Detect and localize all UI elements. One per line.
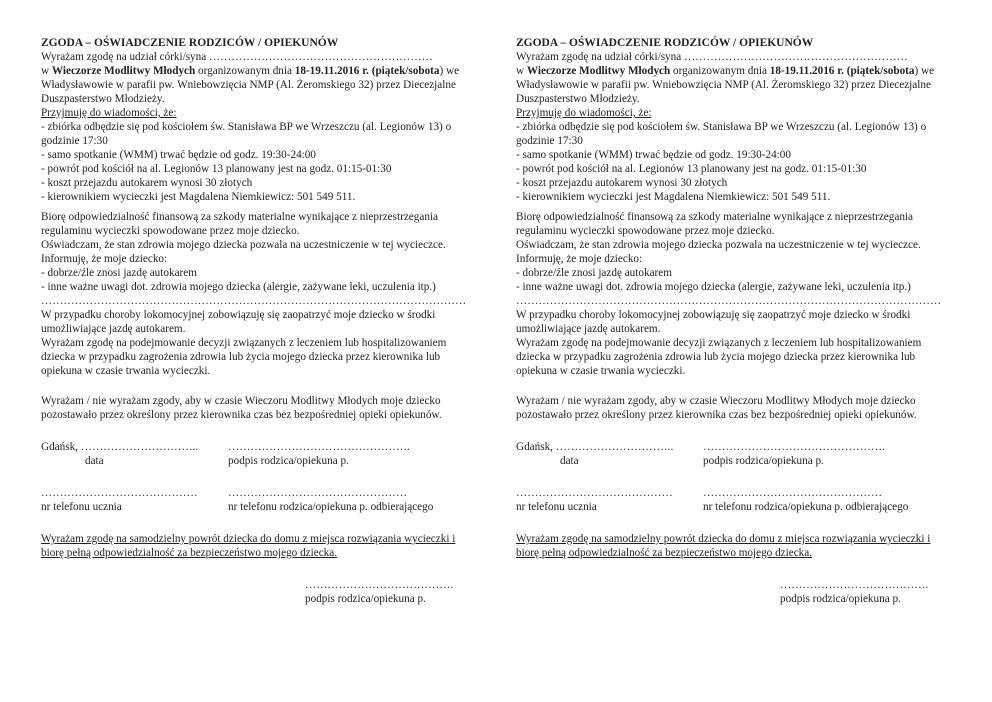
- final-signature-field[interactable]: ………………………………….: [780, 579, 929, 591]
- parent-phone-field[interactable]: …………………………………………: [703, 487, 882, 499]
- event-date: 18-19.11.2016 r. (piątek/sobota: [294, 65, 440, 77]
- final-signature-block: [780, 578, 952, 606]
- parent-phone-label: nr telefonu rodzica/opiekuna p. odbierającego: [228, 501, 434, 513]
- notice-item: - samo spotkanie (WMM) trwać będzie od godz. 19:30-24:00: [516, 149, 791, 161]
- date-field[interactable]: Gdańsk, …………………………..: [41, 441, 199, 453]
- notice-item: - kierownikiem wycieczki jest Magdalena Niemkiewicz: 501 549 511.: [41, 191, 356, 203]
- form-title: ZGODA – OŚWIADCZENIE RODZICÓW / OPIEKUNÓW: [41, 37, 339, 49]
- event-name: Wieczorze Modlitwy Młodych: [51, 65, 196, 77]
- statement-line: Wyrażam zgodę na podejmowanie decyzji związanych z leczeniem lub hospitalizowaniem dziecka w przypadku zagrożenia zdrowia lub życia mojego dziecka przez kierownika lub opiekuna w czasie trwania wycieczki.: [41, 337, 447, 377]
- final-signature-label: podpis rodzica/opiekuna p.: [305, 593, 426, 605]
- signature-row-2: [516, 486, 952, 514]
- health-notes-field[interactable]: ……………………………………………………………………………………………………: [41, 295, 467, 307]
- independent-return-consent: Wyrażam zgodę na samodzielny powrót dziecka do domu z miejsca rozwiązania wycieczki i biorę pełną odpowiedzialność za bezpieczeństwo mojego dziecka.: [516, 533, 931, 559]
- statement-line: Biorę odpowiedzialność finansową za szkody materialne wynikające z nieprzestrzegania regulaminu wycieczki spowodowane przez moje dziecko.: [516, 211, 913, 237]
- event-name: Wieczorze Modlitwy Młodych: [526, 65, 671, 77]
- statement-line: Informuję, że moje dziecko:: [41, 253, 168, 265]
- notice-item: - koszt przejazdu autokarem wynosi 30 złotych: [41, 177, 253, 189]
- parent-signature-field[interactable]: ………………………………………….: [703, 441, 885, 453]
- final-signature-label: podpis rodzica/opiekuna p.: [780, 593, 901, 605]
- parent-signature-field[interactable]: ………………………………………….: [228, 441, 410, 453]
- student-phone-label: nr telefonu ucznia: [41, 501, 122, 513]
- parent-phone-field[interactable]: …………………………………………: [228, 487, 407, 499]
- statement-line: W przypadku choroby lokomocyjnej zobowiązuję się zaopatrzyć moje dziecko w środki umożliwiające jazdę autokarem.: [516, 309, 911, 335]
- consent-line: Wyrażam zgodę na udział córki/syna …………………………………………………… w Wieczorze Modlitwy Młodych organizowanym dnia 18-19.11.2016 r. (piątek/sobota) we Władysławowie w parafii pw. Wniebowzięcia NMP (Al. Żeromskiego 32) przez Diecezjalne Duszpasterstwo Młodzieży.: [516, 51, 935, 105]
- health-notes-field[interactable]: ……………………………………………………………………………………………………: [516, 295, 942, 307]
- notice-heading: Przyjmuję do wiadomości, że:: [516, 107, 652, 119]
- notice-heading: Przyjmuję do wiadomości, że:: [41, 107, 177, 119]
- signature-row-2: [41, 486, 477, 514]
- notice-item: - powrót pod kościół na al. Legionów 13 planowany jest na godz. 01:15-01:30: [41, 163, 392, 175]
- final-signature-field[interactable]: ………………………………….: [305, 579, 454, 591]
- event-date: 18-19.11.2016 r. (piątek/sobota: [769, 65, 915, 77]
- notice-item: - zbiórka odbędzie się pod kościołem św. Stanisława BP we Wrzeszczu (al. Legionów 13) o godzinie 17:30: [41, 121, 452, 147]
- statement-line: - inne ważne uwagi dot. zdrowia mojego dziecka (alergie, zażywane leki, uczulenia itp.): [41, 281, 436, 293]
- statement-line: W przypadku choroby lokomocyjnej zobowiązuję się zaopatrzyć moje dziecko w środki umożliwiające jazdę autokarem.: [41, 309, 436, 335]
- notice-item: - zbiórka odbędzie się pod kościołem św. Stanisława BP we Wrzeszczu (al. Legionów 13) o godzinie 17:30: [516, 121, 927, 147]
- statement-line: Informuję, że moje dziecko:: [516, 253, 643, 265]
- signature-row-1: [41, 440, 477, 468]
- supervision-statement: Wyrażam / nie wyrażam zgody, aby w czasie Wieczoru Modlitwy Młodych moje dziecko pozostawało przez określony przez kierownika czas bez bezpośredniej opieki opiekunów.: [41, 395, 442, 421]
- statement-line: Oświadczam, że stan zdrowia mojego dziecka pozwala na uczestniczenie w tej wycieczce.: [516, 239, 921, 251]
- consent-line: Wyrażam zgodę na udział córki/syna …………………………………………………… w Wieczorze Modlitwy Młodych organizowanym dnia 18-19.11.2016 r. (piątek/sobota) we Władysławowie w parafii pw. Wniebowzięcia NMP (Al. Żeromskiego 32) przez Diecezjalne Duszpasterstwo Młodzieży.: [41, 51, 460, 105]
- date-label: data: [85, 455, 104, 467]
- date-field[interactable]: Gdańsk, …………………………..: [516, 441, 674, 453]
- parent-signature-label: podpis rodzica/opiekuna p.: [228, 455, 349, 467]
- notice-item: - powrót pod kościół na al. Legionów 13 planowany jest na godz. 01:15-01:30: [516, 163, 867, 175]
- final-signature-block: [305, 578, 477, 606]
- statement-line: - inne ważne uwagi dot. zdrowia mojego dziecka (alergie, zażywane leki, uczulenia itp.): [516, 281, 911, 293]
- statement-line: Biorę odpowiedzialność finansową za szkody materialne wynikające z nieprzestrzegania regulaminu wycieczki spowodowane przez moje dziecko.: [41, 211, 438, 237]
- student-phone-field[interactable]: ……………………………………: [41, 487, 198, 499]
- notice-item: - kierownikiem wycieczki jest Magdalena Niemkiewicz: 501 549 511.: [516, 191, 831, 203]
- statement-line: Wyrażam zgodę na podejmowanie decyzji związanych z leczeniem lub hospitalizowaniem dziecka w przypadku zagrożenia zdrowia lub życia mojego dziecka przez kierownika lub opiekuna w czasie trwania wycieczki.: [516, 337, 922, 377]
- parent-signature-label: podpis rodzica/opiekuna p.: [703, 455, 824, 467]
- form-title: ZGODA – OŚWIADCZENIE RODZICÓW / OPIEKUNÓW: [516, 37, 814, 49]
- independent-return-consent: Wyrażam zgodę na samodzielny powrót dziecka do domu z miejsca rozwiązania wycieczki i biorę pełną odpowiedzialność za bezpieczeństwo mojego dziecka.: [41, 533, 456, 559]
- statement-line: - dobrze/źle znosi jazdę autokarem: [516, 267, 672, 279]
- date-label: data: [560, 455, 579, 467]
- notice-item: - koszt przejazdu autokarem wynosi 30 złotych: [516, 177, 728, 189]
- statement-line: - dobrze/źle znosi jazdę autokarem: [41, 267, 197, 279]
- supervision-statement: Wyrażam / nie wyrażam zgody, aby w czasie Wieczoru Modlitwy Młodych moje dziecko pozostawało przez określony przez kierownika czas bez bezpośredniej opieki opiekunów.: [516, 395, 917, 421]
- signature-row-1: [516, 440, 952, 468]
- notice-item: - samo spotkanie (WMM) trwać będzie od godz. 19:30-24:00: [41, 149, 316, 161]
- student-phone-label: nr telefonu ucznia: [516, 501, 597, 513]
- parent-phone-label: nr telefonu rodzica/opiekuna p. odbierającego: [703, 501, 909, 513]
- statement-line: Oświadczam, że stan zdrowia mojego dziecka pozwala na uczestniczenie w tej wycieczce.: [41, 239, 446, 251]
- consent-form-right: [516, 36, 952, 606]
- student-phone-field[interactable]: ……………………………………: [516, 487, 673, 499]
- consent-form-left: [41, 36, 477, 606]
